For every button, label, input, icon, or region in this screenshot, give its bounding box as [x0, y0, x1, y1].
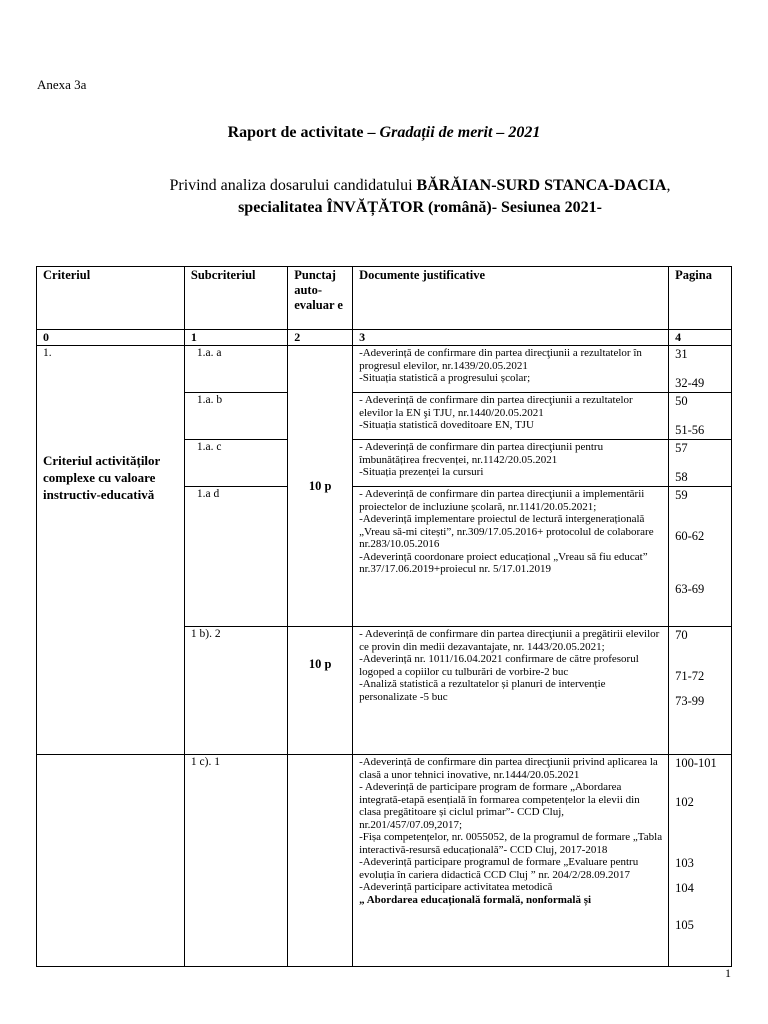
- page-ref: 32-49: [675, 376, 705, 390]
- page-ref: 51-56: [675, 423, 705, 437]
- table-row: [37, 346, 732, 393]
- doc-line: -Adeverință participare programul de formare „Evaluare pentru evoluția în cariera didactică CCD Cluj ” nr. 204/2/28.09.2017: [359, 856, 639, 881]
- title-italic: Gradații de merit – 2021: [379, 124, 541, 141]
- page-ref: 60-62: [675, 529, 705, 543]
- col-num-1: 1: [184, 330, 287, 346]
- docs-cell: [353, 346, 669, 393]
- doc-line: -Analiză statistică a rezultatelor și planuri de intervenție personalizate -5 buc: [359, 678, 606, 703]
- col-num-2: 2: [288, 330, 353, 346]
- doc-line: -Fișa competențelor, nr. 0055052, de la programul de formare „Tabla interactivă-resursă educațională”- CCD Cluj, 2017-2018: [359, 831, 663, 856]
- header-documente: Documente justificative: [353, 267, 669, 330]
- criterion-name: Criteriul activităților complexe cu valoare instructiv-educativă: [43, 453, 161, 502]
- doc-line: - Adeverință de confirmare din partea direcţiunii pentru îmbunătățirea frecvenței, nr.1142/20.05.2021: [359, 441, 604, 466]
- sub-cell: 1.a. c: [184, 440, 287, 487]
- document-title: [0, 124, 768, 142]
- sub-cell: 1.a. a: [184, 346, 287, 393]
- doc-line: -Adeverință coordonare proiect educațional „Vreau să fiu educat” nr.37/17.06.2019+proiecul nr. 5/17.01.2019: [359, 550, 648, 575]
- sub-cell: 1 c). 1: [184, 755, 287, 967]
- docs-cell: [353, 393, 669, 440]
- column-number-row: [37, 330, 732, 346]
- criterion-cell-empty: [37, 755, 185, 967]
- page-cell: [669, 755, 732, 967]
- subtitle-line-1: [120, 175, 720, 197]
- candidate-name: BĂRĂIAN-SURD STANCA-DACIA: [416, 177, 667, 194]
- doc-line: - Adeverință de confirmare din partea direcţiunii a implementării proiectelor de incluziune școlară, nr.1141/20.05.2021;: [359, 488, 645, 513]
- doc-line: -Adeverință de confirmare din partea direcţiunii a rezultatelor în progresul elevilor, nr.1439/20.05.2021: [359, 347, 642, 372]
- page-cell: [669, 346, 732, 393]
- subtitle-plain: Privind analiza dosarului candidatului: [169, 177, 417, 194]
- score-1a: 10 p: [288, 346, 353, 627]
- page-ref: 57: [675, 441, 688, 455]
- page-ref: 31: [675, 347, 688, 361]
- activity-table: [36, 266, 732, 967]
- sub-cell: 1 b). 2: [184, 627, 287, 755]
- score-1b: 10 p: [288, 627, 353, 755]
- doc-line: - Adeverință de participare program de formare „Abordarea integrată-etapă esențială în formarea competențelor la elevii din clasa pregătitoare și ciclul primar”- CCD Cluj, nr.201/457/07.09,2017;: [359, 781, 640, 831]
- subtitle-line-2: [120, 197, 720, 219]
- title-prefix: Raport de activitate –: [227, 124, 380, 141]
- page-ref: 104: [675, 881, 694, 895]
- criterion-number: 1.: [43, 347, 52, 359]
- header-pagina: Pagina: [669, 267, 732, 330]
- page-ref: 102: [675, 795, 694, 809]
- page-ref: 58: [675, 470, 688, 484]
- doc-line: -Situația prezenței la cursuri: [359, 466, 484, 478]
- doc-line: -Situația statistică doveditoare EN, TJU: [359, 419, 534, 431]
- document-subtitle: [120, 175, 720, 219]
- docs-cell: [353, 627, 669, 755]
- docs-cell: [353, 440, 669, 487]
- subtitle-comma: ,: [666, 177, 671, 194]
- header-criteriul: Criteriul: [37, 267, 185, 330]
- page-cell: [669, 440, 732, 487]
- doc-line: „ Abordarea educațională formală, nonformală și: [359, 893, 592, 906]
- doc-line: -Adeverință implementare proiectul de lectură intergenerațională „Vreau să-mi citești”, nr.309/17.05.2016+ protocolul de colaborare nr.283/10.05.2016: [359, 513, 654, 550]
- doc-line: -Adeverință nr. 1011/16.04.2021 confirmare de către profesorul logoped a copiilor cu tulburări de vorbire-2 buc: [359, 653, 639, 678]
- page-cell: [669, 487, 732, 627]
- docs-cell: [353, 487, 669, 627]
- score-cell-empty: [288, 755, 353, 967]
- doc-line: - Adeverință de confirmare din partea direcţiunii a rezultatelor elevilor la EN şi TJU, nr.1440/20.05.2021: [359, 394, 633, 419]
- page-ref: 59: [675, 488, 688, 502]
- docs-cell: [353, 755, 669, 967]
- page-ref: 70: [675, 628, 688, 642]
- table-header-row: [37, 267, 732, 330]
- page-ref: 71-72: [675, 669, 705, 683]
- page-ref: 50: [675, 394, 688, 408]
- doc-line: -Adeverință de confirmare din partea direcţiunii privind aplicarea la clasă a unor tehnici inovative, nr.1444/20.05.2021: [359, 756, 658, 781]
- page-ref: 63-69: [675, 582, 705, 596]
- col-num-3: 3: [353, 330, 669, 346]
- annex-label: Anexa 3a: [37, 77, 87, 92]
- doc-line: - Adeverință de confirmare din partea direcţiunii a pregătirii elevilor ce provin din medii dezavantajate, nr. 1443/20.05.2021;: [359, 628, 660, 653]
- doc-line: -Situația statistică a progresului școlar;: [359, 372, 531, 384]
- col-num-4: 4: [669, 330, 732, 346]
- page-cell: [669, 627, 732, 755]
- page-ref: 100-101: [675, 756, 717, 770]
- criterion-cell: [37, 346, 185, 755]
- page-number: 1: [725, 966, 731, 980]
- page-cell: [669, 393, 732, 440]
- page-ref: 103: [675, 856, 694, 870]
- sub-cell: 1.a. b: [184, 393, 287, 440]
- header-punctaj: Punctaj auto-evaluar e: [288, 267, 353, 330]
- header-subcriteriul: Subcriteriul: [184, 267, 287, 330]
- specialty-session: specialitatea ÎNVĂȚĂTOR (română)- Sesiunea 2021-: [238, 199, 602, 216]
- col-num-0: 0: [37, 330, 185, 346]
- sub-cell: 1.a d: [184, 487, 287, 627]
- table-row: [37, 755, 732, 967]
- page-ref: 73-99: [675, 694, 705, 708]
- page-ref: 105: [675, 918, 694, 932]
- doc-line: -Adeverință participare activitatea metodică: [359, 881, 553, 893]
